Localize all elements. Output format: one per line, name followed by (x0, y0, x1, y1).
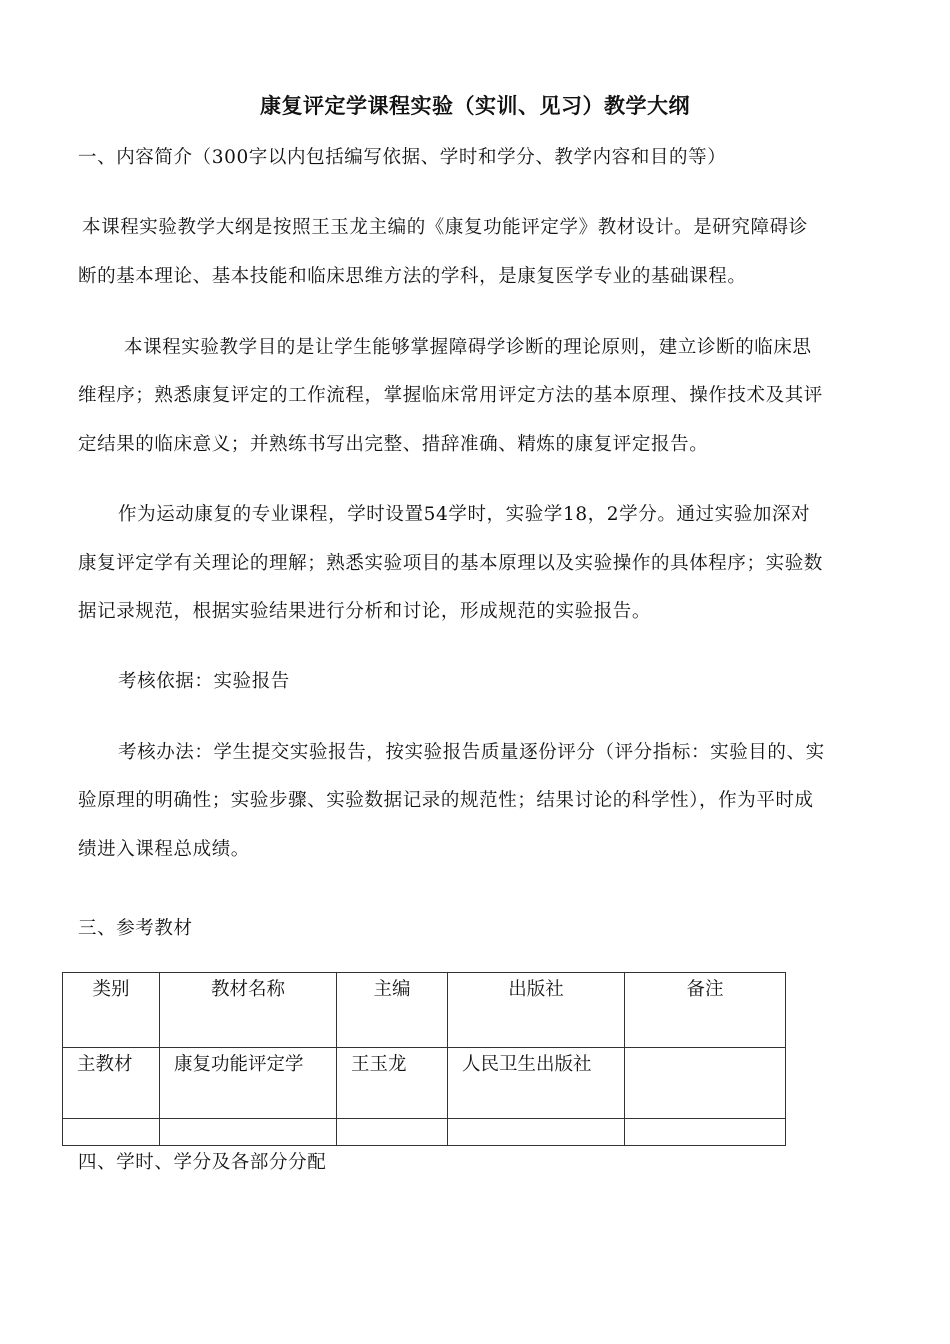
section-heading-hours-credits: 四、学时、学分及各部分分配 (78, 1152, 327, 1173)
assessment-method-line-3: 绩进入课程总成绩。 (78, 839, 250, 860)
table-header-row (63, 973, 786, 1048)
paragraph-3-line-3: 据记录规范，根据实验结果进行分析和讨论，形成规范的实验报告。 (78, 601, 652, 622)
paragraph-3-line-2: 康复评定学有关理论的理解；熟悉实验项目的基本原理以及实验操作的具体程序；实验数 (78, 553, 823, 574)
table-header-cell: 主编 (337, 973, 448, 1048)
table-header-cell: 出版社 (448, 973, 625, 1048)
paragraph-2-line-2: 维程序；熟悉康复评定的工作流程，掌握临床常用评定方法的基本原理、操作技术及其评 (78, 385, 823, 406)
assessment-method-line-1: 考核办法：学生提交实验报告，按实验报告质量逐份评分（评分指标：实验目的、实 (118, 742, 825, 763)
table-cell: 康复功能评定学 (160, 1048, 337, 1119)
document-title: 康复评定学课程实验（实训、见习）教学大纲 (260, 94, 690, 118)
table-cell (160, 1119, 337, 1146)
table-cell (448, 1119, 625, 1146)
paragraph-3-line-1: 作为运动康复的专业课程，学时设置54学时，实验学18，2学分。通过实验加深对 (118, 504, 811, 525)
paragraph-2-line-3: 定结果的临床意义；并熟练书写出完整、措辞准确、精炼的康复评定报告。 (78, 434, 709, 455)
reference-textbook-table (62, 972, 786, 1146)
table-cell (337, 1119, 448, 1146)
table-cell: 主教材 (63, 1048, 160, 1119)
table-cell: 王玉龙 (337, 1048, 448, 1119)
section-heading-references: 三、参考教材 (78, 918, 193, 939)
table-header-cell: 类别 (63, 973, 160, 1048)
table-header-cell: 教材名称 (160, 973, 337, 1048)
table-header-cell: 备注 (625, 973, 786, 1048)
assessment-method-line-2: 验原理的明确性；实验步骤、实验数据记录的规范性；结果讨论的科学性），作为平时成 (78, 790, 814, 811)
table-row (63, 1119, 786, 1146)
paragraph-1-line-1: 本课程实验教学大纲是按照王玉龙主编的《康复功能评定学》教材设计。是研究障碍诊 (82, 217, 808, 238)
table-cell (63, 1119, 160, 1146)
table-row (63, 1048, 786, 1119)
assessment-basis: 考核依据：实验报告 (118, 671, 290, 692)
table-cell (625, 1119, 786, 1146)
section-heading-introduction: 一、内容简介（300字以内包括编写依据、学时和学分、教学内容和目的等） (78, 147, 727, 168)
paragraph-2-line-1: 本课程实验教学目的是让学生能够掌握障碍学诊断的理论原则，建立诊断的临床思 (124, 337, 812, 358)
table-cell: 人民卫生出版社 (448, 1048, 625, 1119)
table-cell (625, 1048, 786, 1119)
paragraph-1-line-2: 断的基本理论、基本技能和临床思维方法的学科，是康复医学专业的基础课程。 (78, 266, 747, 287)
